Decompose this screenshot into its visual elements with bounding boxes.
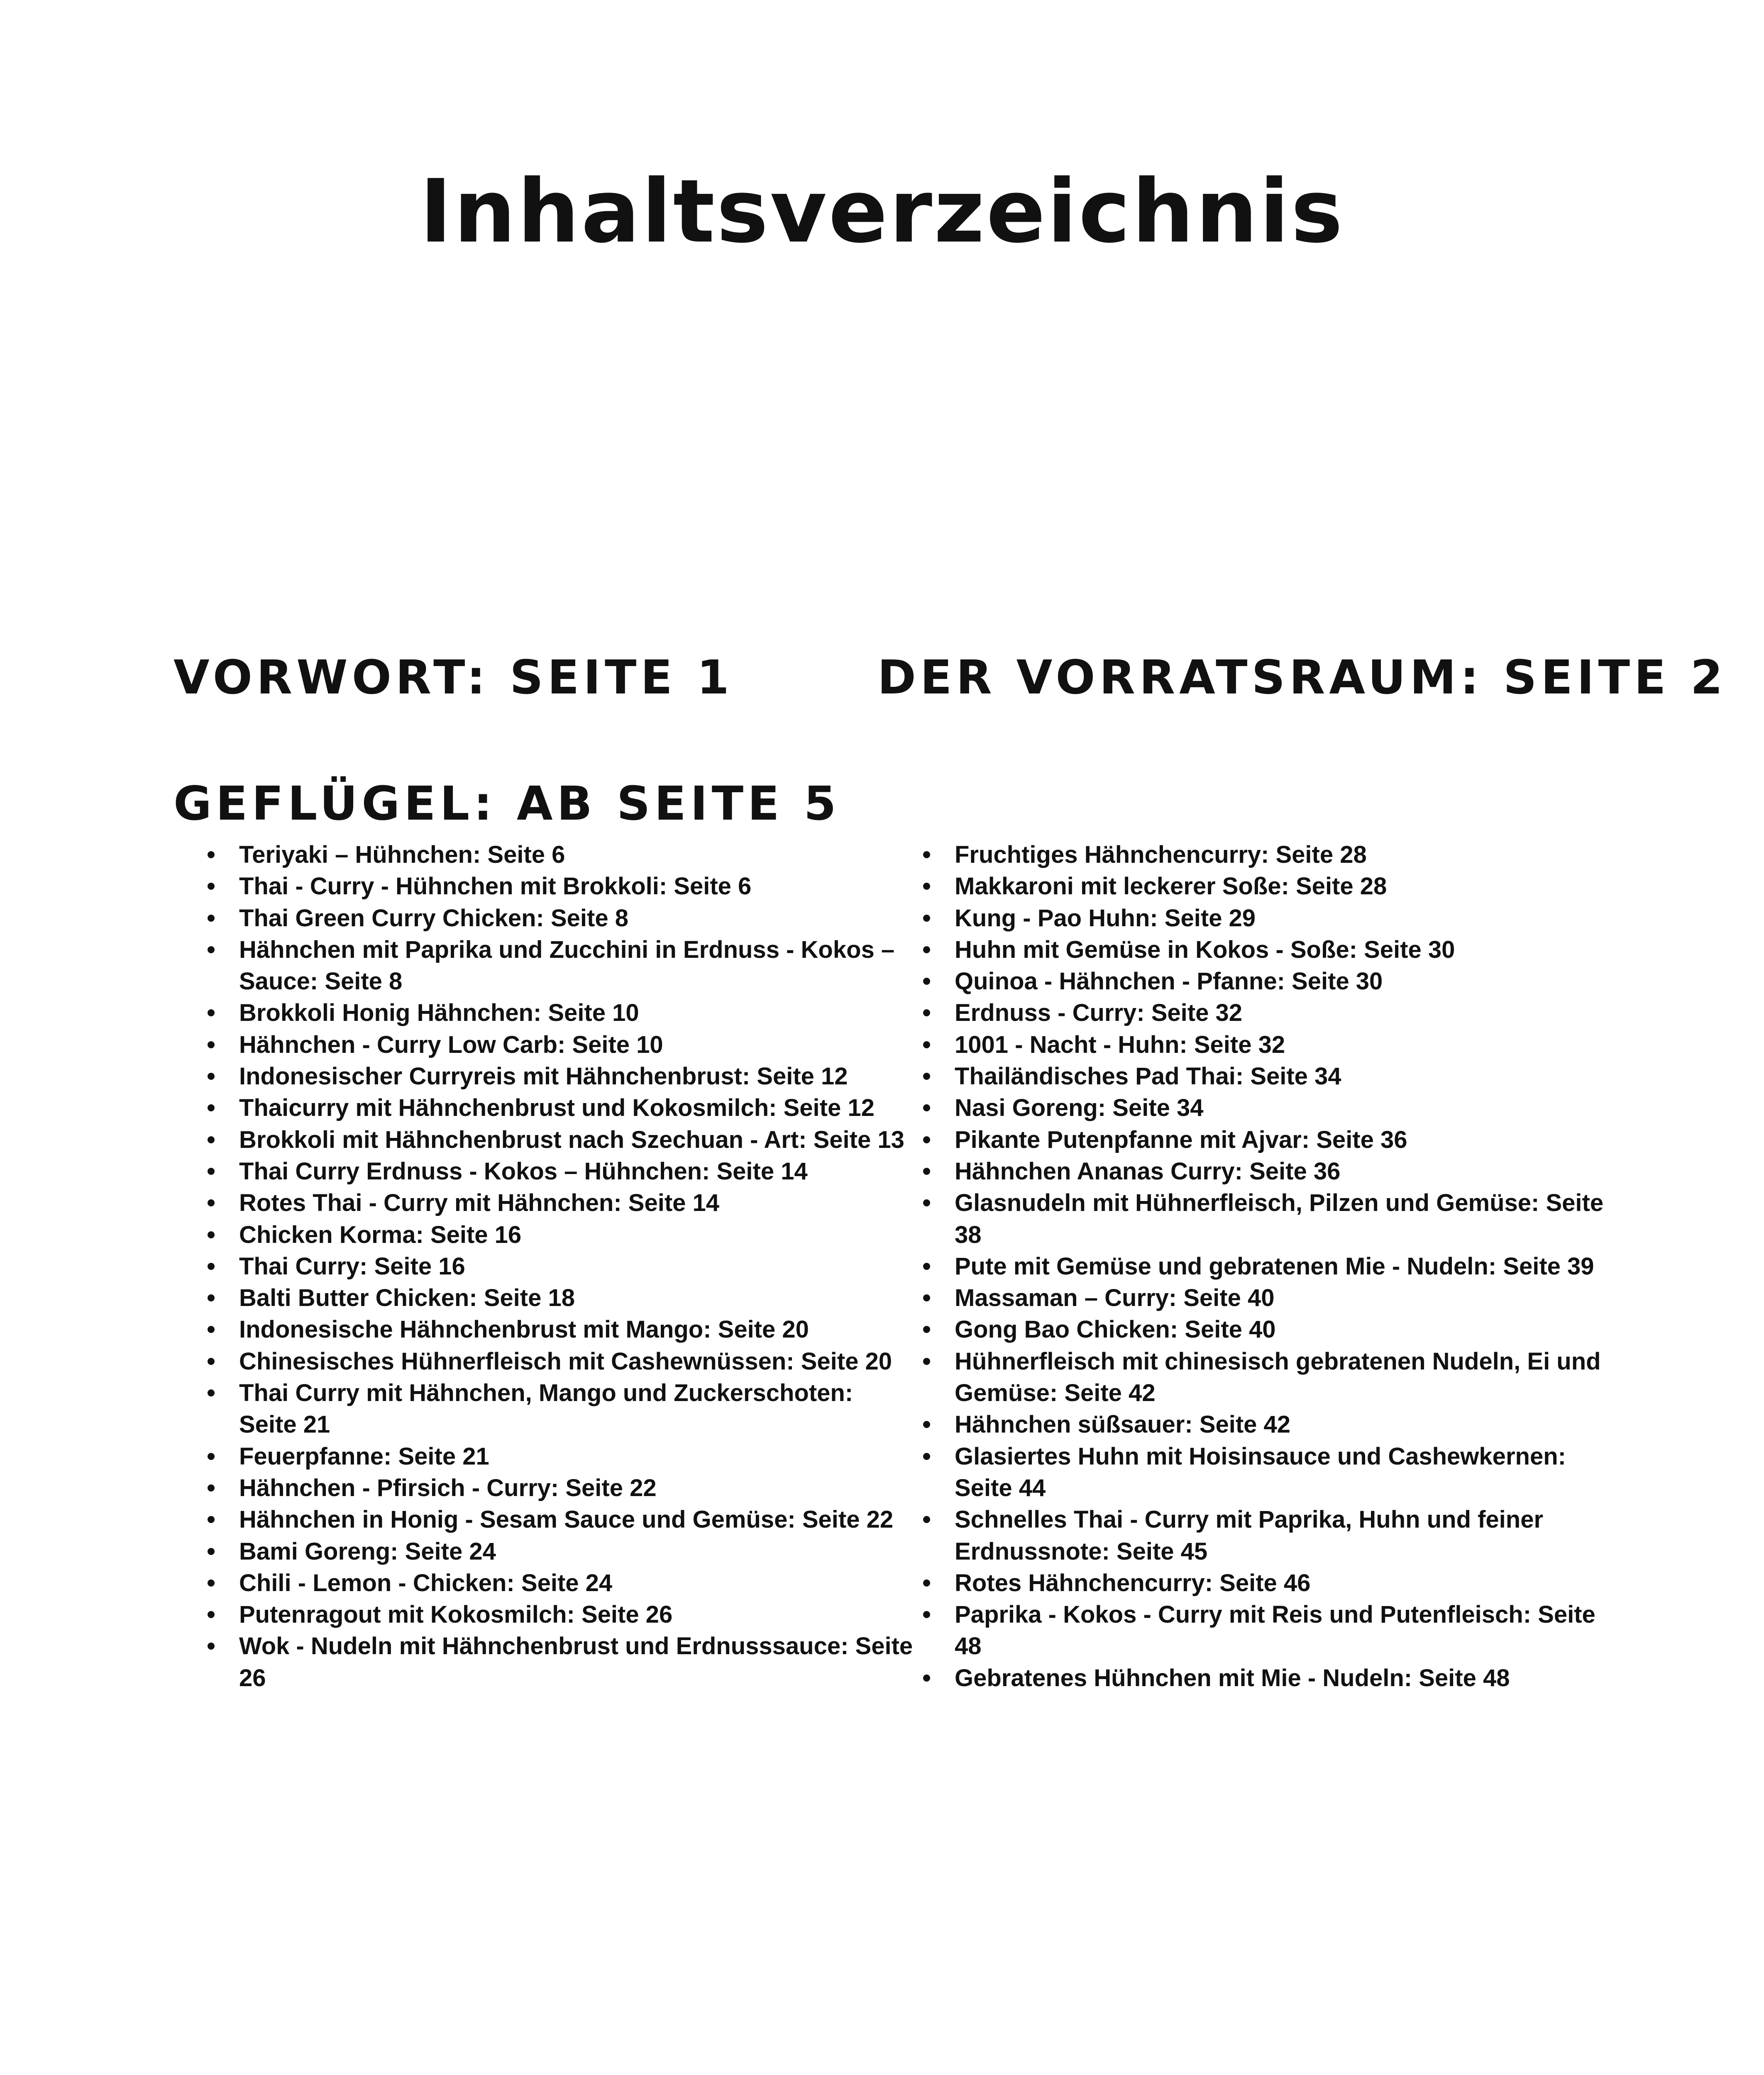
recipe-list-item: Indonesischer Curryreis mit Hähnchenbrust: Seite 12 xyxy=(208,1061,913,1092)
recipe-list-item: Hähnchen in Honig - Sesam Sauce und Gemüse: Seite 22 xyxy=(208,1504,913,1536)
recipe-list-item: Kung - Pao Huhn: Seite 29 xyxy=(923,903,1629,934)
recipe-list-item: Makkaroni mit leckerer Soße: Seite 28 xyxy=(923,871,1629,902)
recipe-list-item: Teriyaki – Hühnchen: Seite 6 xyxy=(208,839,913,871)
recipe-list-item: Chicken Korma: Seite 16 xyxy=(208,1219,913,1251)
recipe-list-item: Feuerpfanne: Seite 21 xyxy=(208,1441,913,1472)
recipe-list-left xyxy=(208,839,913,1694)
recipe-list-item: Glasiertes Huhn mit Hoisinsauce und Cashewkernen: Seite 44 xyxy=(923,1441,1629,1504)
recipe-list-item: Chinesisches Hühnerfleisch mit Cashewnüssen: Seite 20 xyxy=(208,1346,913,1377)
recipe-list-item: Thai Green Curry Chicken: Seite 8 xyxy=(208,903,913,934)
recipe-list-item: Hähnchen - Pfirsich - Curry: Seite 22 xyxy=(208,1472,913,1504)
recipe-list-item: Hähnchen süßsauer: Seite 42 xyxy=(923,1409,1629,1440)
recipe-list-item: Huhn mit Gemüse in Kokos - Soße: Seite 30 xyxy=(923,934,1629,966)
recipe-list-item: Thai Curry mit Hähnchen, Mango und Zuckerschoten: Seite 21 xyxy=(208,1377,913,1441)
recipe-list-item: Putenragout mit Kokosmilch: Seite 26 xyxy=(208,1599,913,1631)
recipe-list-item: Erdnuss - Curry: Seite 32 xyxy=(923,997,1629,1029)
recipe-list-item: Balti Butter Chicken: Seite 18 xyxy=(208,1282,913,1314)
recipe-list-item: Bami Goreng: Seite 24 xyxy=(208,1536,913,1567)
recipe-list-item: Brokkoli mit Hähnchenbrust nach Szechuan - Art: Seite 13 xyxy=(208,1124,913,1156)
recipe-list-item: Thailändisches Pad Thai: Seite 34 xyxy=(923,1061,1629,1092)
recipe-list-item: Rotes Hähnchencurry: Seite 46 xyxy=(923,1567,1629,1599)
recipe-list-item: Chili - Lemon - Chicken: Seite 24 xyxy=(208,1567,913,1599)
recipe-list-item: Fruchtiges Hähnchencurry: Seite 28 xyxy=(923,839,1629,871)
section-heading-gefluegel: GEFLÜGEL: AB SEITE 5 xyxy=(173,777,840,831)
recipe-list-item: Thaicurry mit Hähnchenbrust und Kokosmilch: Seite 12 xyxy=(208,1092,913,1124)
recipe-list-item: Hähnchen - Curry Low Carb: Seite 10 xyxy=(208,1029,913,1061)
recipe-list-item: Hühnerfleisch mit chinesisch gebratenen Nudeln, Ei und Gemüse: Seite 42 xyxy=(923,1346,1629,1409)
recipe-list-item: Glasnudeln mit Hühnerfleisch, Pilzen und Gemüse: Seite 38 xyxy=(923,1187,1629,1251)
section-heading-vorratsraum: DER VORRATSRAUM: SEITE 2 xyxy=(877,651,1727,705)
recipe-list-item: Quinoa - Hähnchen - Pfanne: Seite 30 xyxy=(923,966,1629,997)
recipe-list-item: Paprika - Kokos - Curry mit Reis und Putenfleisch: Seite 48 xyxy=(923,1599,1629,1662)
recipe-list-item: Indonesische Hähnchenbrust mit Mango: Seite 20 xyxy=(208,1314,913,1345)
recipe-list-item: Pikante Putenpfanne mit Ajvar: Seite 36 xyxy=(923,1124,1629,1156)
recipe-list-item: Wok - Nudeln mit Hähnchenbrust und Erdnusssauce: Seite 26 xyxy=(208,1631,913,1694)
recipe-list-right xyxy=(923,839,1629,1694)
recipe-list-item: Thai - Curry - Hühnchen mit Brokkoli: Seite 6 xyxy=(208,871,913,902)
page-title: Inhaltsverzeichnis xyxy=(419,161,1345,262)
recipe-list-item: Nasi Goreng: Seite 34 xyxy=(923,1092,1629,1124)
recipe-list-item: Gebratenes Hühnchen mit Mie - Nudeln: Seite 48 xyxy=(923,1662,1629,1694)
recipe-list-item: 1001 - Nacht - Huhn: Seite 32 xyxy=(923,1029,1629,1061)
recipe-list-item: Massaman – Curry: Seite 40 xyxy=(923,1282,1629,1314)
recipe-list-item: Gong Bao Chicken: Seite 40 xyxy=(923,1314,1629,1345)
recipe-list-item: Brokkoli Honig Hähnchen: Seite 10 xyxy=(208,997,913,1029)
recipe-list-item: Rotes Thai - Curry mit Hähnchen: Seite 14 xyxy=(208,1187,913,1219)
recipe-list-item: Pute mit Gemüse und gebratenen Mie - Nudeln: Seite 39 xyxy=(923,1251,1629,1282)
section-heading-vorwort: VORWORT: SEITE 1 xyxy=(173,651,733,705)
recipe-list-item: Hähnchen Ananas Curry: Seite 36 xyxy=(923,1156,1629,1187)
recipe-list-item: Schnelles Thai - Curry mit Paprika, Huhn und feiner Erdnussnote: Seite 45 xyxy=(923,1504,1629,1567)
recipe-list-item: Thai Curry: Seite 16 xyxy=(208,1251,913,1282)
recipe-list-item: Thai Curry Erdnuss - Kokos – Hühnchen: Seite 14 xyxy=(208,1156,913,1187)
recipe-list-item: Hähnchen mit Paprika und Zucchini in Erdnuss - Kokos – Sauce: Seite 8 xyxy=(208,934,913,998)
